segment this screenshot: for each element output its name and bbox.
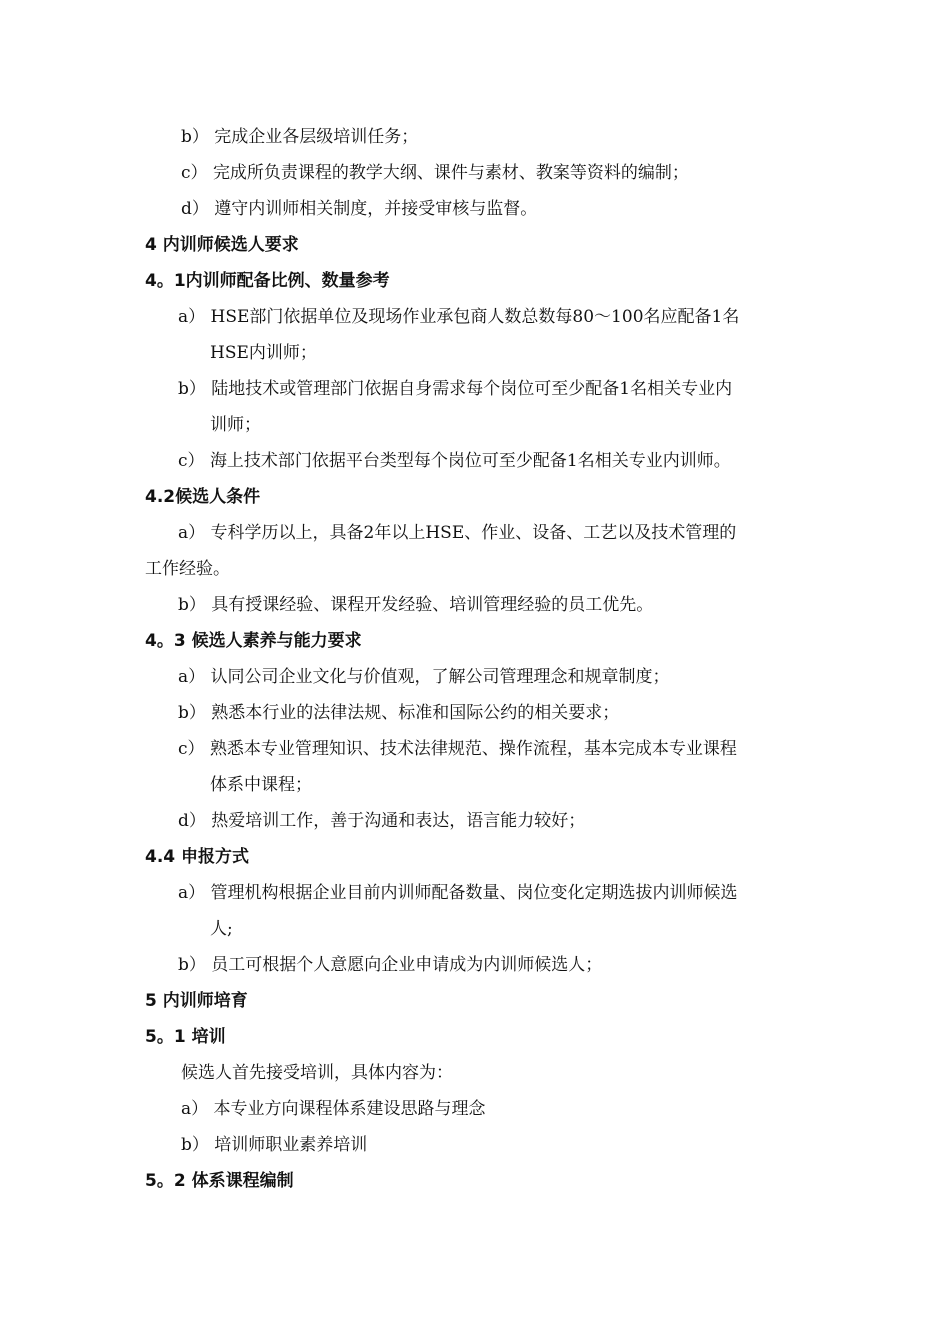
list-item: [178, 450, 731, 472]
list-item-text: 海上技术部门依据平台类型每个岗位可至少配备1名相关专业内训师。: [209, 451, 731, 471]
list-item-text: 具有授课经验、课程开发经验、培训管理经验的员工优先。: [211, 595, 654, 615]
list-item: [181, 162, 689, 184]
list-item: [181, 1134, 367, 1156]
list-marker: b）: [178, 379, 206, 399]
list-item: [181, 1098, 486, 1120]
list-item-text: 员工可根据个人意愿向企业申请成为内训师候选人；: [211, 955, 603, 975]
list-item-text: 培训师职业素养培训: [214, 1135, 368, 1155]
list-item-continuation: 体系中课程；: [210, 775, 312, 795]
list-item: [178, 594, 653, 616]
list-item: [178, 882, 738, 904]
list-marker: a）: [178, 883, 206, 903]
list-marker: d）: [181, 199, 209, 219]
list-item: [181, 198, 537, 220]
list-item-continuation: 训师；: [210, 415, 261, 435]
list-item-continuation: 人;: [210, 919, 233, 939]
list-item: [178, 306, 739, 328]
list-item: [178, 522, 736, 544]
list-item-text: 完成企业各层级培训任务；: [214, 127, 419, 147]
list-item: [178, 666, 670, 688]
list-item-text: 热爱培训工作，善于沟通和表达，语言能力较好；: [211, 811, 586, 831]
list-marker: c）: [178, 739, 205, 759]
list-item-text: 专科学历以上，具备2年以上HSE、作业、设备、工艺以及技术管理的: [210, 523, 737, 543]
section-heading: 4 内训师候选人要求: [145, 235, 299, 255]
paragraph: 候选人首先接受培训，具体内容为：: [181, 1063, 453, 1083]
list-item-continuation: HSE内训师；: [210, 343, 317, 363]
subsection-heading: 4。1内训师配备比例、数量参考: [145, 271, 390, 291]
list-item: [178, 954, 602, 976]
list-item-text: 遵守内训师相关制度，并接受审核与监督。: [214, 199, 538, 219]
list-marker: a）: [178, 523, 206, 543]
subsection-heading: 4.4 申报方式: [145, 847, 250, 867]
list-marker: c）: [178, 451, 205, 471]
list-item-text: HSE部门依据单位及现场作业承包商人数总数每80～100名应配备1名: [210, 307, 740, 327]
list-item-text: 认同公司企业文化与价值观，了解公司管理理念和规章制度；: [210, 667, 670, 687]
list-item-text: 本专业方向课程体系建设思路与理念: [213, 1099, 486, 1119]
list-marker: a）: [178, 667, 206, 687]
subsection-heading: 5。2 体系课程编制: [145, 1171, 294, 1191]
subsection-heading: 5。1 培训: [145, 1027, 226, 1047]
list-marker: c）: [181, 163, 208, 183]
list-item-continuation: 工作经验。: [145, 559, 230, 579]
section-heading: 5 内训师培育: [145, 991, 248, 1011]
list-item: [178, 378, 732, 400]
list-marker: d）: [178, 811, 206, 831]
list-item: [178, 810, 585, 832]
list-marker: b）: [181, 1135, 209, 1155]
list-marker: b）: [178, 595, 206, 615]
list-marker: a）: [178, 307, 206, 327]
list-marker: b）: [178, 703, 206, 723]
list-item-text: 陆地技术或管理部门依据自身需求每个岗位可至少配备1名相关专业内: [211, 379, 733, 399]
list-item-text: 完成所负责课程的教学大纲、课件与素材、教案等资料的编制；: [212, 163, 689, 183]
list-item: [178, 738, 737, 760]
list-marker: b）: [181, 127, 209, 147]
list-item-text: 熟悉本行业的法律法规、标准和国际公约的相关要求；: [211, 703, 620, 723]
list-item-text: 管理机构根据企业目前内训师配备数量、岗位变化定期选拔内训师候选: [210, 883, 738, 903]
list-item: [181, 126, 418, 148]
list-marker: b）: [178, 955, 206, 975]
list-item: [178, 702, 619, 724]
subsection-heading: 4。3 候选人素养与能力要求: [145, 631, 362, 651]
subsection-heading: 4.2候选人条件: [145, 487, 261, 507]
list-item-text: 熟悉本专业管理知识、技术法律规范、操作流程，基本完成本专业课程: [209, 739, 737, 759]
list-marker: a）: [181, 1099, 209, 1119]
